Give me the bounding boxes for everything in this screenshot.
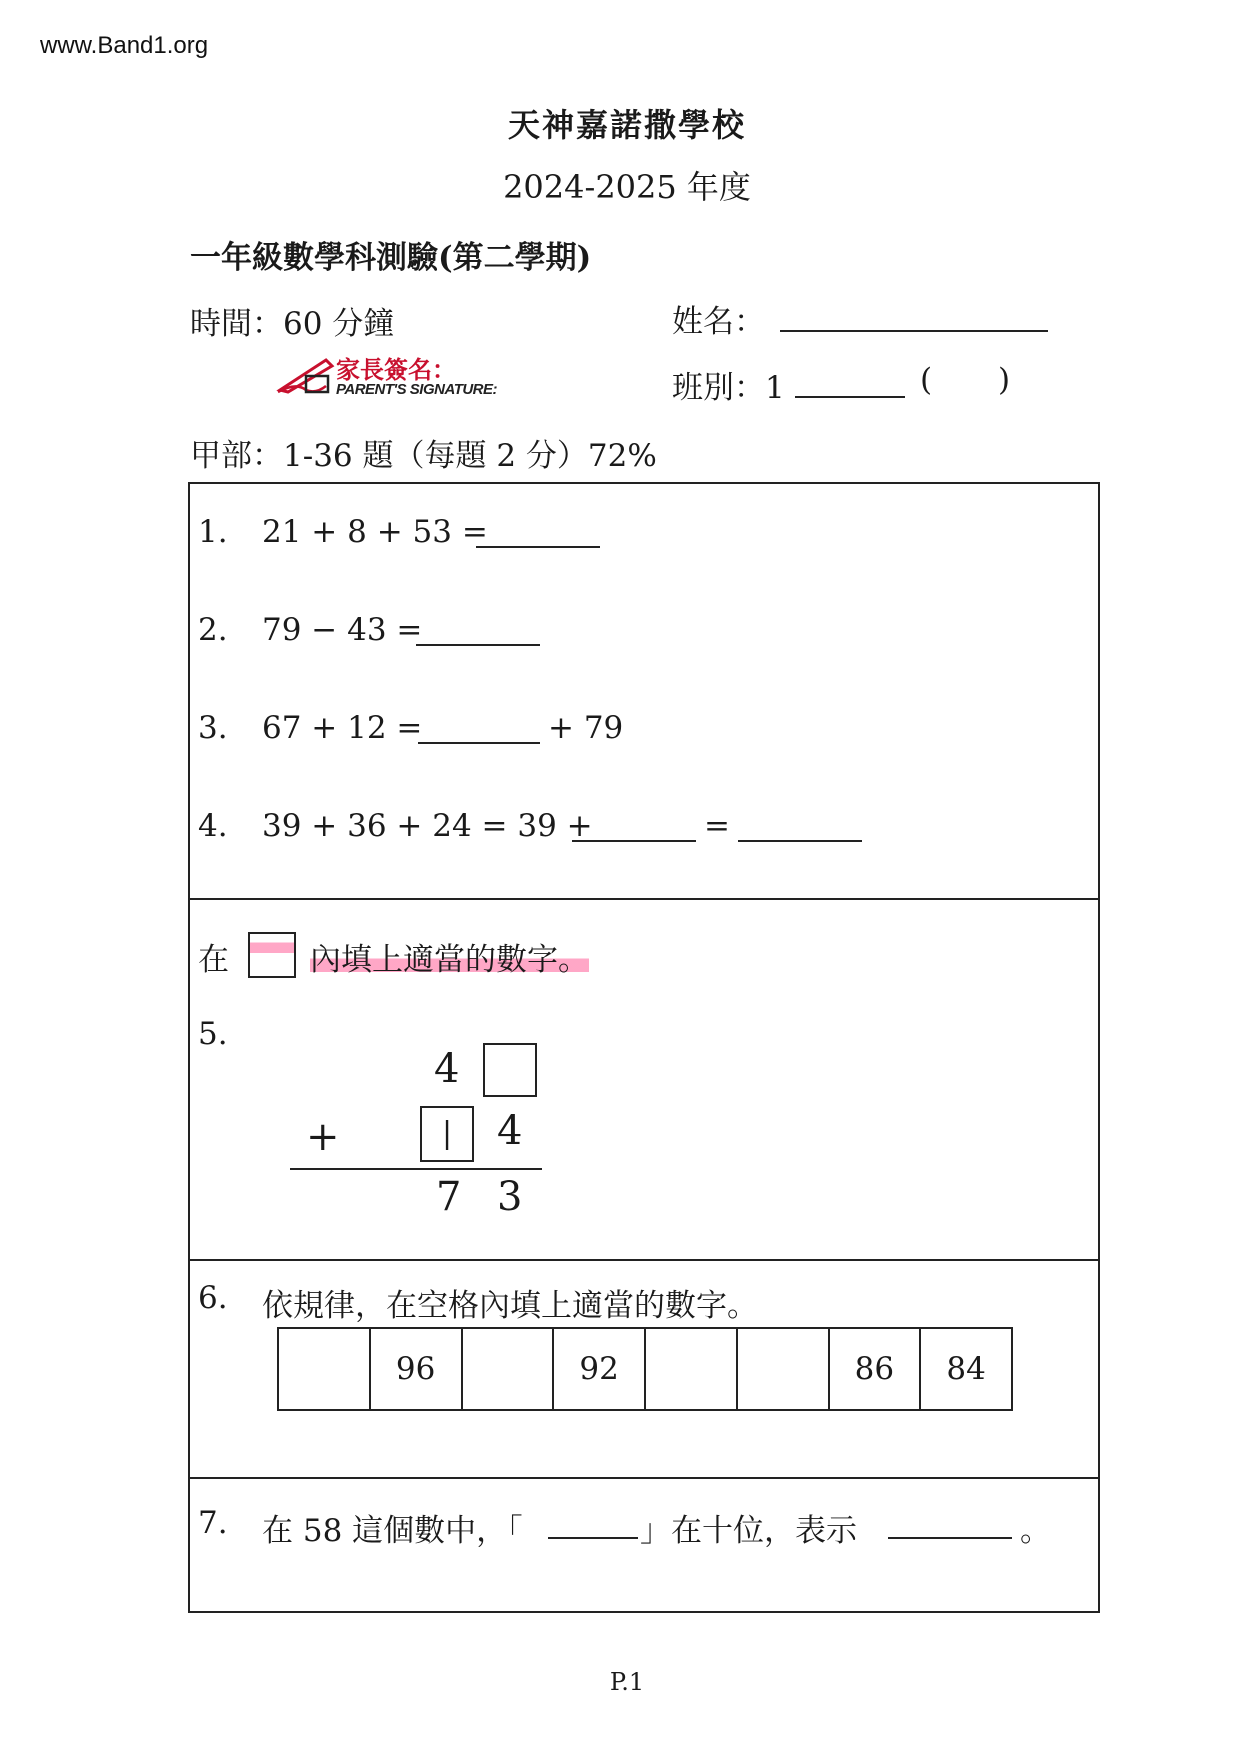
answer-blank[interactable] xyxy=(548,1509,638,1539)
question-number: 2. xyxy=(198,612,228,648)
answer-blank[interactable] xyxy=(418,714,540,744)
question-number: 4. xyxy=(198,808,228,844)
parent-signature-label: 家長簽名： xyxy=(336,356,456,384)
school-name: 天神嘉諾撒學校 xyxy=(507,106,746,144)
instruction-prefix: 在 xyxy=(198,942,229,978)
q5-answer-box-bottom[interactable]: | xyxy=(420,1106,474,1162)
question-3-text: 67 + 12 = xyxy=(262,710,423,746)
number-sequence-table xyxy=(277,1327,1013,1411)
class-field[interactable] xyxy=(795,396,905,398)
question-2-text: 79 − 43 = xyxy=(262,612,423,648)
name-label: 姓名： xyxy=(672,304,765,340)
section-heading: 甲部：1-36 題（每題 2 分）72% xyxy=(190,438,657,474)
sequence-cell[interactable] xyxy=(738,1329,830,1409)
question-7-text-a: 在 58 這個數中，「 xyxy=(262,1513,523,1549)
q5-answer-box-top[interactable] xyxy=(483,1043,537,1097)
answer-blank[interactable] xyxy=(572,812,696,842)
parent-signature-label-en: PARENT'S SIGNATURE: xyxy=(336,381,498,398)
sequence-cell: 84 xyxy=(946,1351,986,1387)
exam-title: 一年級數學科測驗(第二學期) xyxy=(190,240,592,276)
sequence-cell[interactable] xyxy=(646,1329,738,1409)
question-7-text-b: 」在十位，表示 xyxy=(640,1513,857,1549)
question-number: 1. xyxy=(198,514,228,550)
question-7-text-c: 。 xyxy=(1020,1513,1051,1549)
name-field[interactable] xyxy=(780,330,1048,332)
divider xyxy=(188,898,1100,900)
question-number: 7. xyxy=(198,1505,228,1541)
q5-plus-sign: + xyxy=(306,1114,340,1160)
q5-result-tens: 7 xyxy=(436,1174,462,1220)
question-1-text: 21 + 8 + 53 = xyxy=(262,514,488,550)
question-4-text: 39 + 36 + 24 = 39 + xyxy=(262,808,593,844)
answer-blank[interactable] xyxy=(416,616,540,646)
sequence-cell[interactable] xyxy=(279,1329,371,1409)
class-number-close-paren: ) xyxy=(998,362,1011,398)
class-label: 班別：1 xyxy=(672,370,785,406)
question-number: 3. xyxy=(198,710,228,746)
signature-pen-icon xyxy=(276,352,336,398)
divider xyxy=(188,1477,1100,1479)
sequence-cell: 86 xyxy=(830,1329,922,1409)
question-number: 6. xyxy=(198,1280,228,1316)
q5-sum-line xyxy=(290,1168,542,1170)
example-box xyxy=(248,932,296,978)
school-year: 2024-2025 年度 xyxy=(503,168,751,206)
instruction-text: 內填上適當的數字。 xyxy=(310,934,589,979)
divider xyxy=(188,1259,1100,1261)
question-number: 5. xyxy=(198,1016,228,1052)
question-3-tail: + 79 xyxy=(548,710,624,746)
question-6-text: 依規律，在空格內填上適當的數字。 xyxy=(262,1288,758,1324)
exam-time: 時間：60 分鐘 xyxy=(190,306,395,342)
q5-bottom-ones-digit: 4 xyxy=(497,1108,523,1154)
answer-blank[interactable] xyxy=(738,812,862,842)
sequence-cell: 96 xyxy=(371,1329,463,1409)
q5-result-ones: 3 xyxy=(497,1174,523,1220)
q5-top-tens-digit: 4 xyxy=(434,1046,460,1092)
question-frame xyxy=(188,482,1100,1613)
page-number: P.1 xyxy=(609,1668,645,1696)
class-number-open-paren: ( xyxy=(920,362,933,398)
question-4-equals: = xyxy=(704,808,730,844)
sequence-cell[interactable] xyxy=(463,1329,555,1409)
answer-blank[interactable] xyxy=(888,1509,1012,1539)
answer-blank[interactable] xyxy=(476,518,600,548)
watermark: www.Band1.org xyxy=(40,32,209,59)
sequence-cell: 92 xyxy=(554,1329,646,1409)
